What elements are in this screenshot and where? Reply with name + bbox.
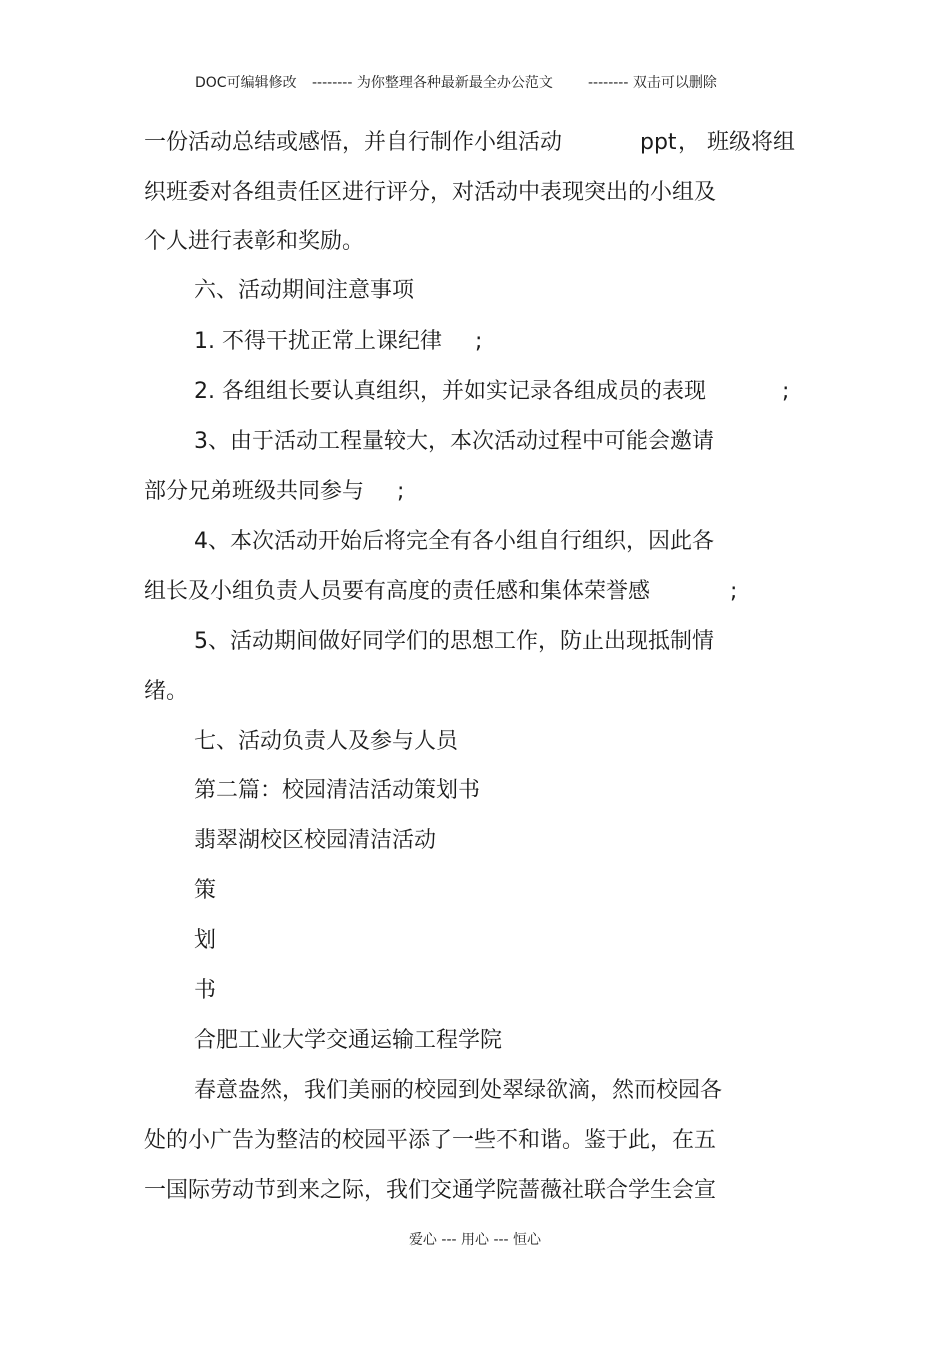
page-header	[0, 73, 950, 93]
header-middle: -------- 为你整理各种最新最全办公范文	[312, 75, 553, 91]
header-right: -------- 双击可以删除	[588, 75, 717, 91]
header-left: DOC可编辑修改	[195, 75, 297, 91]
page-footer: 爱心 --- 用心 --- 恒心	[408, 1232, 542, 1248]
